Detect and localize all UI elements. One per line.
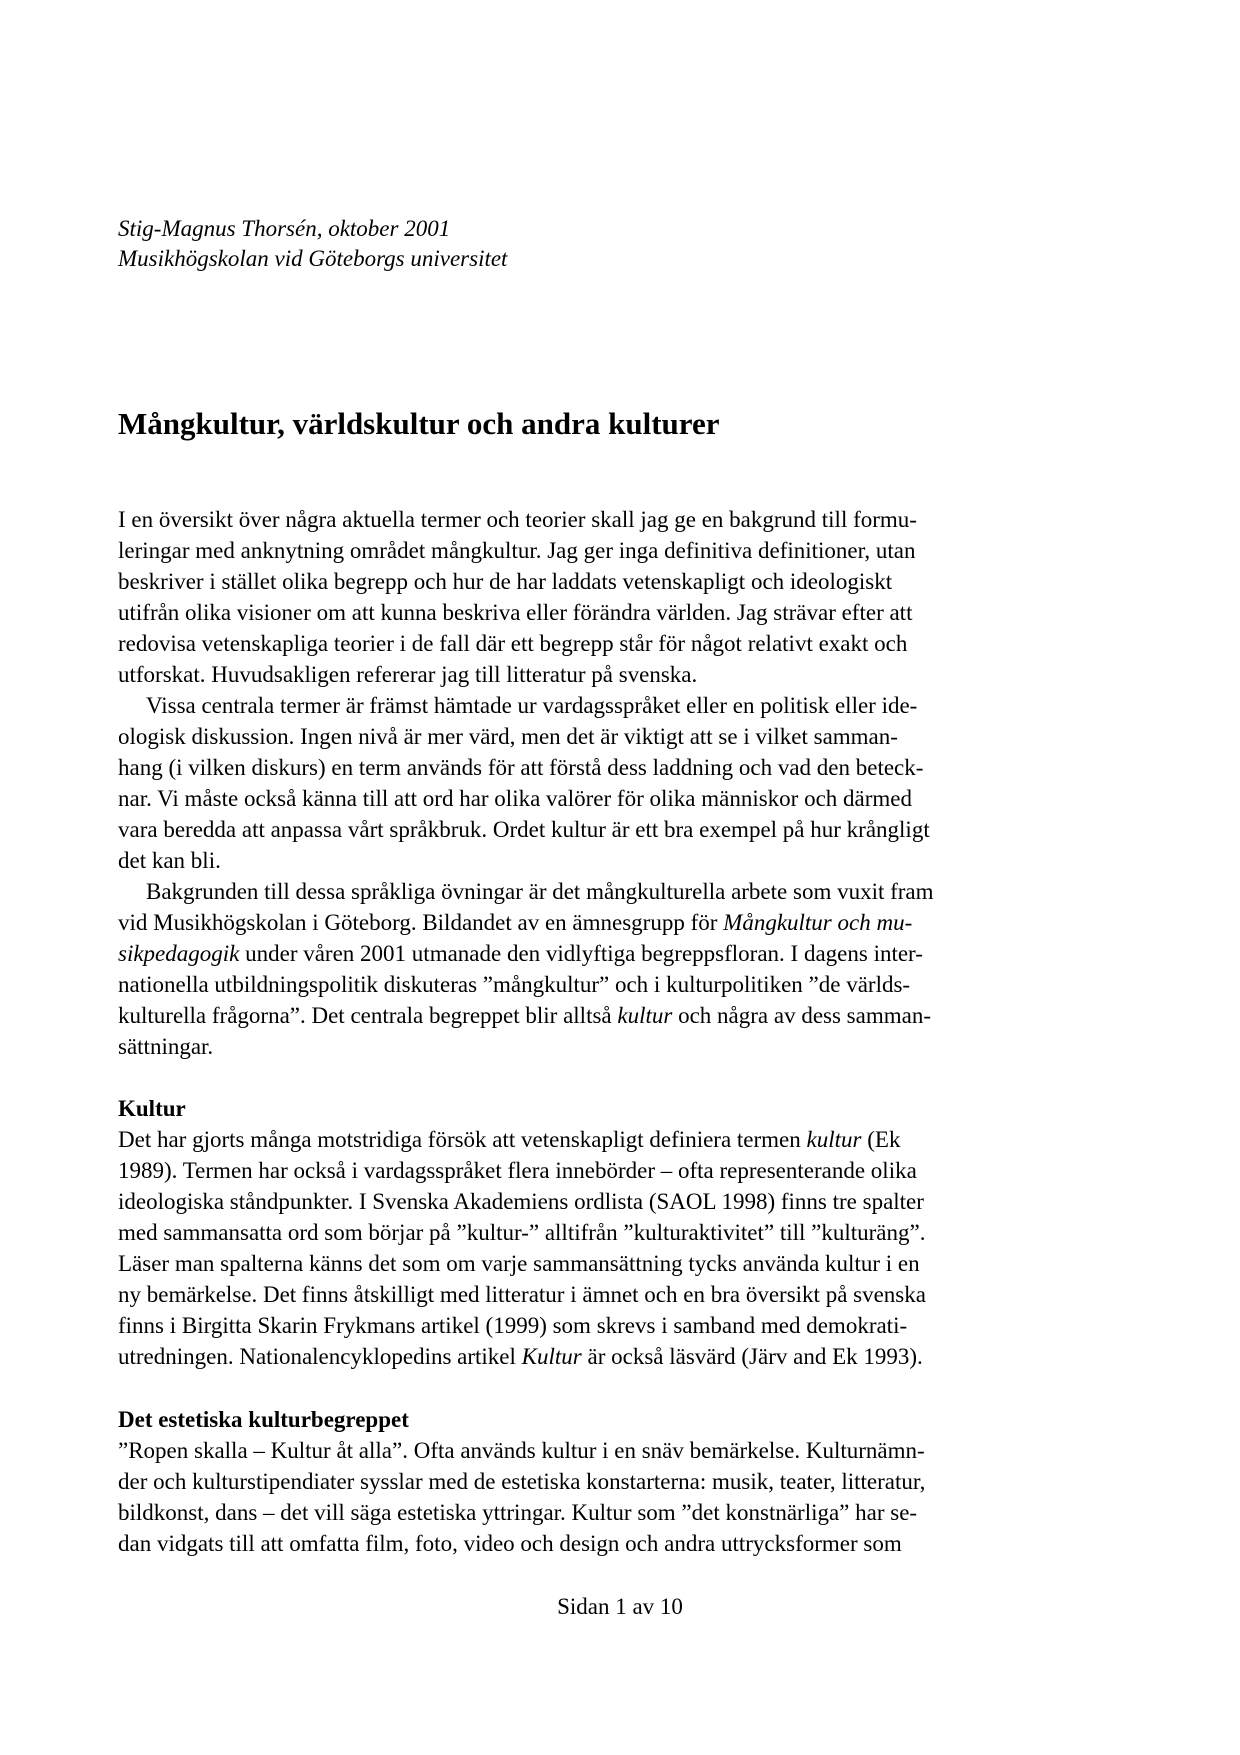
text-line: Bakgrunden till dessa språkliga övningar är det mångkulturella arbete som vuxit fram: [146, 879, 934, 904]
text-line: [118, 938, 998, 969]
text-run: utredningen. Nationalencyklopedins artikel: [118, 1344, 522, 1369]
text-line: utforskat. Huvudsakligen refererar jag till litteratur på svenska.: [118, 662, 698, 687]
text-line: redovisa vetenskapliga teorier i de fall där ett begrepp står för något relativt exakt och: [118, 631, 908, 656]
text-run: (Ek: [861, 1127, 901, 1152]
page-number: Sidan 1 av 10: [557, 1594, 683, 1619]
section-heading-estetiska: Det estetiska kulturbegreppet: [118, 1407, 409, 1432]
intro-section: [118, 504, 998, 1062]
text-run: är också läsvärd (Järv and Ek 1993).: [581, 1344, 923, 1369]
section-heading-kultur: Kultur: [118, 1096, 186, 1121]
text-run: och några av dess samman-: [672, 1003, 931, 1028]
text-line: [118, 1124, 998, 1155]
text-line: bildkonst, dans – det vill säga estetiska yttringar. Kultur som ”det konstnärliga” har se-: [118, 1500, 918, 1525]
text-run: vid Musikhögskolan i Göteborg. Bildandet av en ämnesgrupp för: [118, 910, 724, 935]
text-run: Det har gjorts många motstridiga försök att vetenskapligt definiera termen: [118, 1127, 807, 1152]
text-line: Läser man spalterna känns det som om varje sammansättning tycks använda kultur i en: [118, 1251, 920, 1276]
text-line: leringar med anknytning området mångkultur. Jag ger inga definitiva definitioner, utan: [118, 538, 916, 563]
text-line: ”Ropen skalla – Kultur åt alla”. Ofta används kultur i en snäv bemärkelse. Kulturnämn-: [118, 1438, 925, 1463]
text-line: finns i Birgitta Skarin Frykmans artikel (1999) som skrevs i samband med demokrati-: [118, 1313, 908, 1338]
text-line: 1989). Termen har också i vardagsspråket flera innebörder – ofta representerande olika: [118, 1158, 917, 1183]
emphasis-text: Mångkultur och mu-: [723, 910, 913, 935]
emphasis-text: kultur: [806, 1127, 862, 1152]
text-line: nationella utbildningspolitik diskuteras ”mångkultur” och i kulturpolitiken ”de världs-: [118, 972, 911, 997]
author-block: [118, 214, 507, 274]
text-line: [118, 1341, 998, 1372]
emphasis-text: Kultur: [521, 1344, 582, 1369]
text-line: dan vidgats till att omfatta film, foto, video och design och andra uttrycksformer som: [118, 1531, 902, 1556]
emphasis-text: kultur: [617, 1003, 673, 1028]
text-line: beskriver i stället olika begrepp och hur de har laddats vetenskapligt och ideologiskt: [118, 569, 893, 594]
text-run: kulturella frågorna”. Det centrala begreppet blir alltså: [118, 1003, 618, 1028]
text-line: Vissa centrala termer är främst hämtade ur vardagsspråket eller en politisk eller ide-: [146, 693, 918, 718]
author-line: Stig-Magnus Thorsén, oktober 2001: [118, 216, 451, 241]
kultur-section: [118, 1093, 998, 1372]
institution-line: Musikhögskolan vid Göteborgs universitet: [118, 246, 508, 271]
text-line: ny bemärkelse. Det finns åtskilligt med litteratur i ämnet och en bra översikt på svenska: [118, 1282, 926, 1307]
text-line: der och kulturstipendiater sysslar med de estetiska konstarterna: musik, teater, litteratur,: [118, 1469, 926, 1494]
text-line: ideologiska ståndpunkter. I Svenska Akademiens ordlista (SAOL 1998) finns tre spalter: [118, 1189, 924, 1214]
emphasis-text: sikpedagogik: [118, 941, 240, 966]
text-run: under våren 2001 utmanade den vidlyftiga begreppsfloran. I dagens inter-: [239, 941, 923, 966]
text-line: det kan bli.: [118, 848, 221, 873]
document-title: Mångkultur, världskultur och andra kulturer: [118, 406, 720, 441]
text-line: utifrån olika visioner om att kunna beskriva eller förändra världen. Jag strävar efter att: [118, 600, 913, 625]
text-line: vara beredda att anpassa vårt språkbruk. Ordet kultur är ett bra exempel på hur krångligt: [118, 817, 930, 842]
intro-paragraph-1: [118, 504, 998, 690]
text-line: sättningar.: [118, 1034, 214, 1059]
text-line: med sammansatta ord som börjar på ”kultur-” alltifrån ”kulturaktivitet” till ”kulturäng”.: [118, 1220, 926, 1245]
intro-paragraph-2: [118, 690, 998, 876]
text-line: hang (i vilken diskurs) en term används för att förstå dess laddning och vad den beteck-: [118, 755, 924, 780]
text-line: I en översikt över några aktuella termer och teorier skall jag ge en bakgrund till formu-: [118, 507, 917, 532]
text-line: [118, 1000, 998, 1031]
text-line: [118, 907, 998, 938]
text-line: nar. Vi måste också känna till att ord har olika valörer för olika människor och därmed: [118, 786, 913, 811]
intro-paragraph-3: [118, 876, 998, 1062]
estetiska-section: [118, 1404, 998, 1559]
text-line: ologisk diskussion. Ingen nivå är mer värd, men det är viktigt att se i vilket samman-: [118, 724, 898, 749]
